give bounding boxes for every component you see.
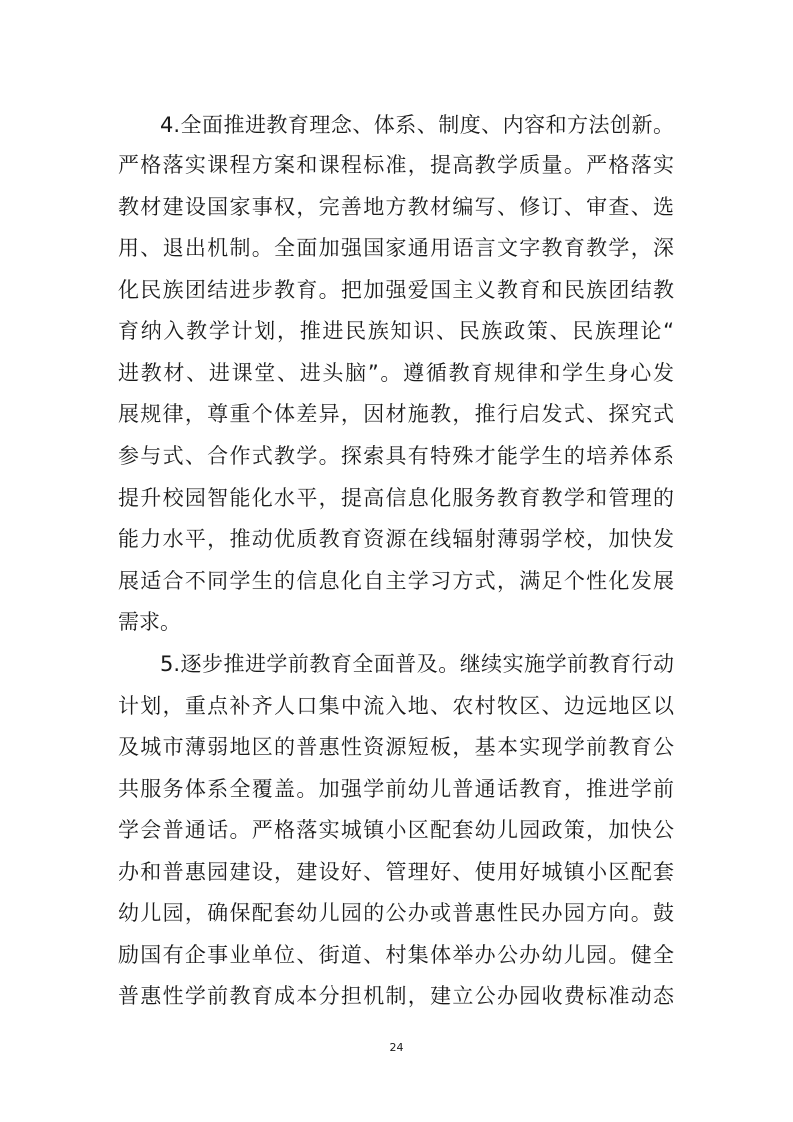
text-line: 展规律，尊重个体差异，因材施教，推行启发式、探究式 <box>118 402 674 426</box>
text-line: 及城市薄弱地区的普惠性资源短板，基本实现学前教育公 <box>118 735 674 759</box>
text-line: 育纳入教学计划，推进民族知识、民族政策、民族理论“ <box>118 319 674 343</box>
text-line: 幼儿园，确保配套幼儿园的公办或普惠性民办园方向。鼓 <box>118 901 674 925</box>
text-line: 学会普通话。严格落实城镇小区配套幼儿园政策，加快公 <box>118 818 674 842</box>
page-number: 24 <box>389 1041 404 1054</box>
text-line: 提升校园智能化水平，提高信息化服务教育教学和管理的 <box>118 486 674 510</box>
text-line: 化民族团结进步教育。把加强爱国主义教育和民族团结教 <box>118 278 674 302</box>
text-line: 参与式、合作式教学。探索具有特殊才能学生的培养体系 <box>118 444 674 468</box>
text-line: 进教材、进课堂、进头脑”。遵循教育规律和学生身心发 <box>118 361 674 385</box>
text-line: 4.全面推进教育理念、体系、制度、内容和方法创新。 <box>160 113 674 137</box>
text-line: 共服务体系全覆盖。加强学前幼儿普通话教育，推进学前 <box>118 777 674 801</box>
text-line: 励国有企事业单位、街道、村集体举办公办幼儿园。健全 <box>118 943 674 967</box>
text-line: 5.逐步推进学前教育全面普及。继续实施学前教育行动 <box>160 652 674 676</box>
text-line: 教材建设国家事权，完善地方教材编写、修订、审查、选 <box>118 195 674 219</box>
text-line: 能力水平，推动优质教育资源在线辐射薄弱学校，加快发 <box>118 527 674 551</box>
text-line: 需求。 <box>118 610 181 634</box>
text-line: 展适合不同学生的信息化自主学习方式，满足个性化发展 <box>118 569 674 593</box>
text-line: 计划，重点补齐人口集中流入地、农村牧区、边远地区以 <box>118 694 674 718</box>
text-line: 用、退出机制。全面加强国家通用语言文字教育教学，深 <box>118 236 674 260</box>
text-line: 办和普惠园建设，建设好、管理好、使用好城镇小区配套 <box>118 860 674 884</box>
text-line: 严格落实课程方案和课程标准，提高教学质量。严格落实 <box>118 153 674 177</box>
text-line: 普惠性学前教育成本分担机制，建立公办园收费标准动态 <box>118 984 674 1008</box>
